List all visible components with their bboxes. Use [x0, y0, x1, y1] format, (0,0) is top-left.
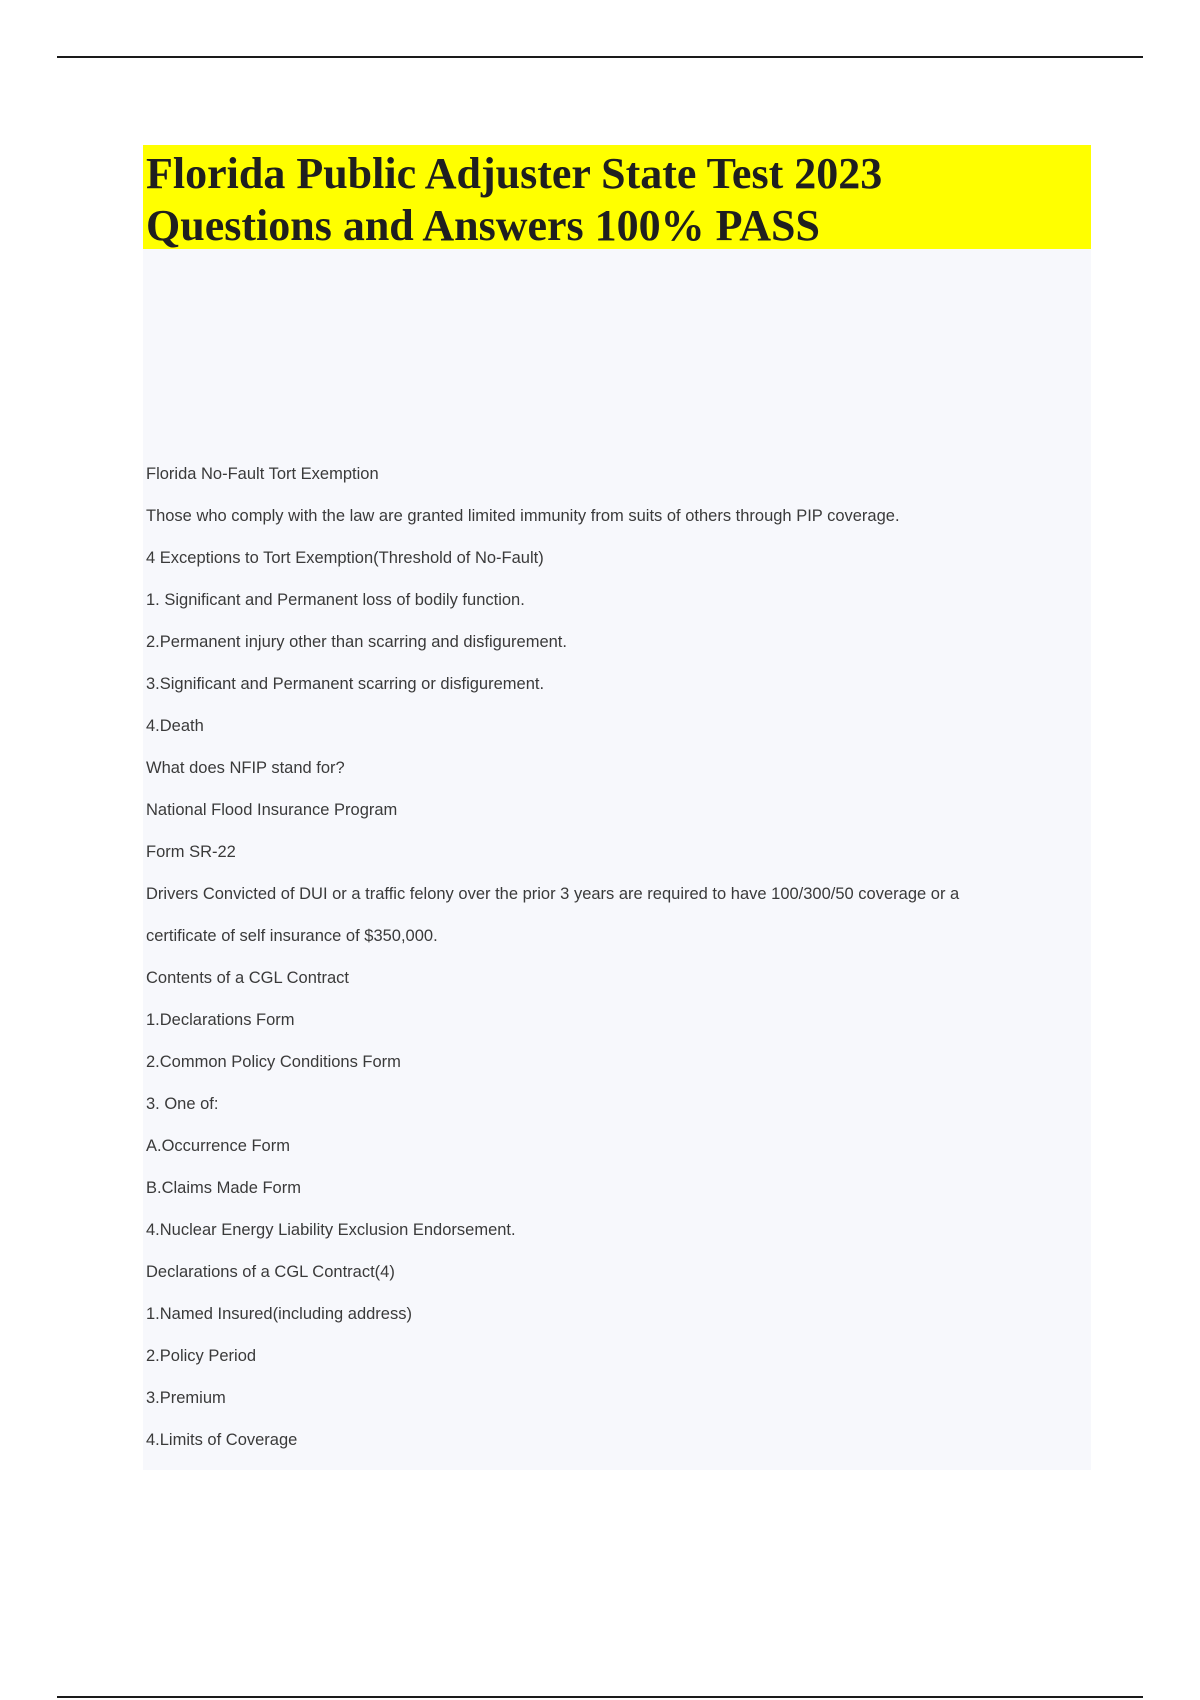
- top-rule: [57, 56, 1143, 58]
- question-line: Declarations of a CGL Contract(4): [146, 1263, 395, 1281]
- answer-line: 2.Common Policy Conditions Form: [146, 1053, 401, 1071]
- qa-list: [146, 453, 1086, 1461]
- answer-line: 3.Significant and Permanent scarring or disfigurement.: [146, 675, 545, 693]
- question-line: Florida No-Fault Tort Exemption: [146, 465, 379, 483]
- answer-line: 4.Limits of Coverage: [146, 1431, 298, 1449]
- answer-line: Those who comply with the law are granted limited immunity from suits of others through PIP coverage.: [146, 507, 900, 525]
- document-content: [143, 145, 1091, 1470]
- answer-line: National Flood Insurance Program: [146, 801, 398, 819]
- question-line: What does NFIP stand for?: [146, 759, 345, 777]
- question-line: Form SR-22: [146, 843, 236, 861]
- question-line: 4 Exceptions to Tort Exemption(Threshold of No-Fault): [146, 549, 544, 567]
- title-highlight: [143, 145, 1091, 249]
- answer-line: Drivers Convicted of DUI or a traffic felony over the prior 3 years are required to have 100/300/50 coverage or a: [146, 885, 960, 903]
- answer-line: 2.Permanent injury other than scarring and disfigurement.: [146, 633, 567, 651]
- answer-line: 3.Premium: [146, 1389, 226, 1407]
- answer-line: 1. Significant and Permanent loss of bodily function.: [146, 591, 525, 609]
- document-title-line-2: Questions and Answers 100% PASS: [146, 201, 820, 250]
- answer-line: 1.Declarations Form: [146, 1011, 295, 1029]
- bottom-rule: [57, 1696, 1143, 1698]
- document-title-line-1: Florida Public Adjuster State Test 2023: [146, 149, 883, 198]
- answer-line: certificate of self insurance of $350,000.: [146, 927, 438, 945]
- question-line: Contents of a CGL Contract: [146, 969, 349, 987]
- answer-line: 1.Named Insured(including address): [146, 1305, 412, 1323]
- answer-line: A.Occurrence Form: [146, 1137, 290, 1155]
- answer-line: 2.Policy Period: [146, 1347, 257, 1365]
- answer-line: 3. One of:: [146, 1095, 219, 1113]
- answer-line: 4.Death: [146, 717, 204, 735]
- answer-line: 4.Nuclear Energy Liability Exclusion Endorsement.: [146, 1221, 516, 1239]
- answer-line: B.Claims Made Form: [146, 1179, 301, 1197]
